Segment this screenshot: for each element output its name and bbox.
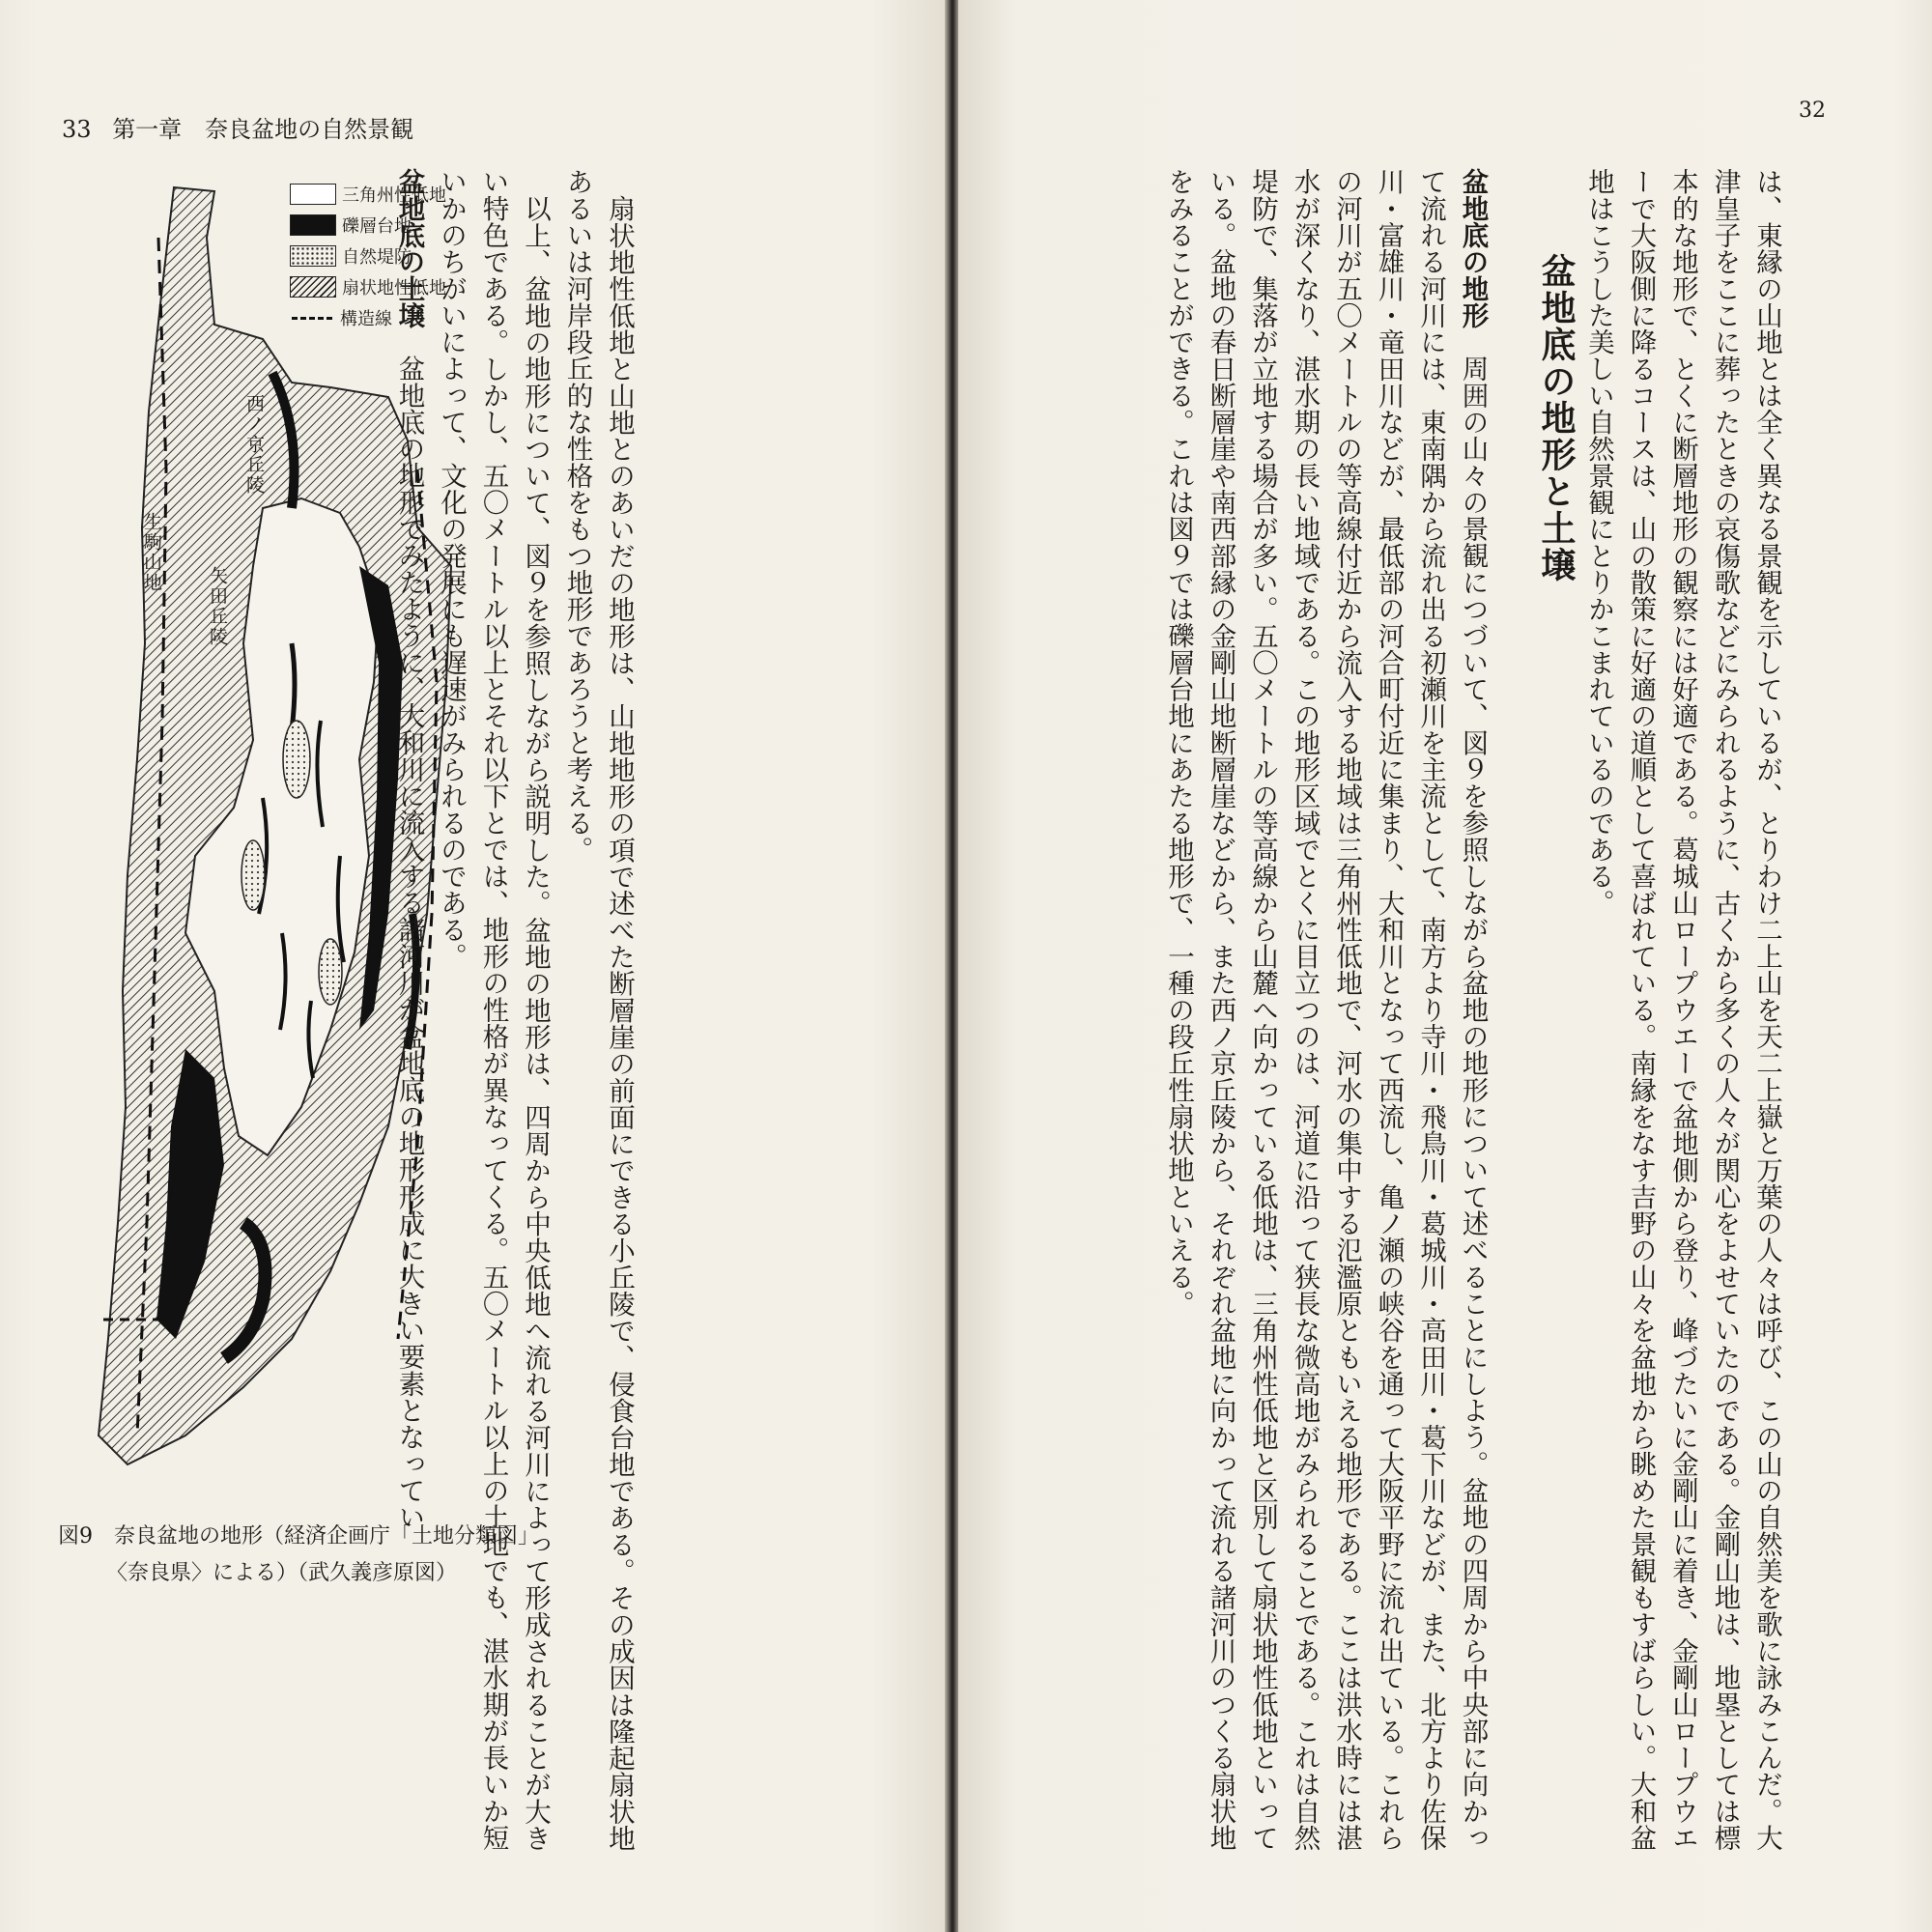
legend-item-fan: 扇状地性低地 (290, 274, 446, 305)
paragraph: 扇状地性低地と山地とのあいだの地形は、山地地形の項で述べた断層崖の前面にできる小丘陵で、侵食台地である。その成因は隆起扇状地あるいは河岸段丘的な性格をもつ地形であろうと考える。 (561, 168, 635, 1851)
paragraph (387, 168, 430, 1851)
paragraph (1157, 168, 1493, 1851)
map-label-ikoma: 生駒山地 (141, 512, 162, 593)
spacer (1493, 168, 1536, 1851)
spacer (1535, 168, 1577, 1851)
chapter-title: 第一章 奈良盆地の自然景観 (112, 116, 414, 143)
paragraph-text: 盆地底の地形でみたように、大和川に流入する諸河川が盆地底の地形形成に大きい要素となってい (393, 355, 425, 1531)
right-page-number: 32 (1799, 99, 1826, 123)
section-title: 盆地底の地形と土壌 (1536, 253, 1576, 583)
heading-soil: 盆地底の土壌 (393, 168, 425, 328)
paragraph-text: 周囲の山々の景観につづいて、図９を参照しながら盆地の地形について述べることにしよう。盆地の四周から中央部に向かって流れる河川には、東南隅から流れ出る初瀬川を主流として、南方より寺川・飛鳥川・葛城川・高田川・葛下川などが、また、北方より佐保川・富雄川・竜田川などが、最低部の河合町付近に集まり、大和川となって西流し、亀ノ瀬の峡谷を通って大阪平野に流れ出ている。これらの河川が五〇メートルの等高線付近から流入する地域は三角州性低地で、河水の集中する氾濫原ともいえる地形である。ここは洪水時には湛水が深くなり、湛水期の長い地域である。この地形区域でとくに目立つのは、河道に沿って狭長な微高地がみられることである。これは自然堤防で、集落が立地する場合が多い。五〇メートルの等高線から山麓へ向かっている低地は、三角州性低地と区別して扇状地性低地といっている。盆地の春日断層崖や南西部縁の金剛山地断層崖などから、また西ノ京丘陵から、それぞれ盆地に向かって流れる諸河川のつくる扇状地をみることができる。これは図９では礫層台地にあたる地形で、一種の段丘性扇状地といえる。 (1163, 168, 1489, 1851)
paragraph: 以上、盆地の地形について、図９を参照しながら説明した。盆地の地形は、四周から中央低地へ流れる河川によって形成されることが大きい特色である。しかし、五〇メートル以上とそれ以下とでは、地形の性格が異なってくる。五〇メートル以上の土地でも、湛水期が長いか短いかのちがいによって、文化の発展にも遅速がみられるのである。 (436, 168, 551, 1851)
legend-item-delta: 三角州性低地 (290, 182, 446, 213)
left-page-header (62, 110, 413, 144)
caption-line-1: 図9 奈良盆地の地形（経済企画庁「土地分類図」 (58, 1524, 539, 1548)
legend-item-tectonic: 構造線 (290, 305, 446, 336)
heading-terrain: 盆地底の地形 (1457, 168, 1489, 328)
paragraph: は、東縁の山地とは全く異なる景観を示しているが、とりわけ二上山を天二上嶽と万葉の人々は呼び、この山の自然美を歌に詠みこんだ。大津皇子をここに葬ったときの哀傷歌などにみられるように、古くから多くの人々が関心をよせていたのである。金剛山地は、地塁としては標本的な地形で、とくに断層地形の観察には好適である。葛城山ロープウエーで盆地側から登り、峰づたいに金剛山に着き、金剛山ロープウエーで大阪側に降るコースは、山の散策に好適の道順として喜ばれている。南縁をなす吉野の山々を盆地から眺めた景観もすばらしい。大和盆地はこうした美しい自然景観にとりかこまれているのである。 (1583, 168, 1782, 1851)
right-body-text (1055, 168, 1787, 1851)
legend-item-levee: 自然堤防 (290, 243, 446, 274)
map-label-nishinokyo: 西ノ京丘陵 (243, 394, 265, 496)
left-body-text (274, 168, 639, 1851)
left-page-number: 33 (62, 116, 92, 143)
caption-line-2: 〈奈良県〉による）（武久義彦原図） (106, 1561, 458, 1585)
left-page (0, 0, 947, 1932)
map-label-yata: 矢田丘陵 (207, 566, 228, 647)
legend-item-gravel: 礫層台地 (290, 213, 446, 243)
